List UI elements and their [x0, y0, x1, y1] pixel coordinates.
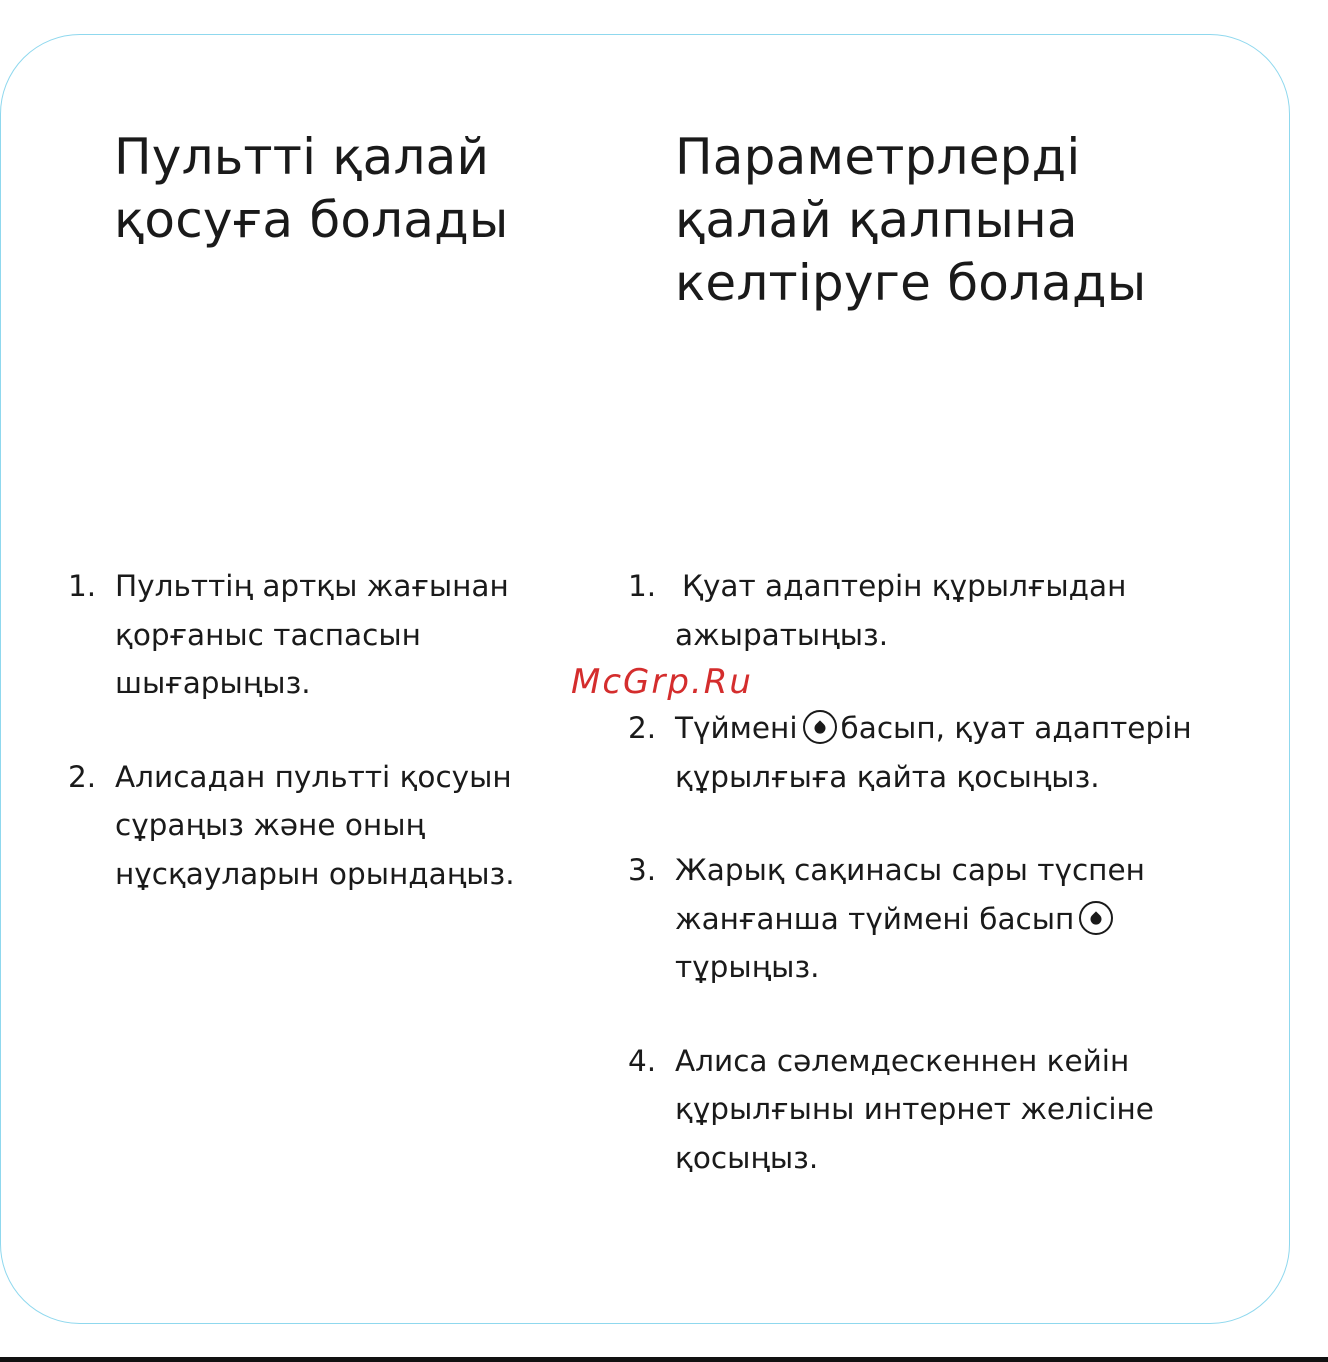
- step-text-line: Пульттің артқы жағынан: [115, 569, 509, 603]
- heading-connect-remote: [114, 126, 509, 252]
- heading-line: Параметрлерді: [675, 128, 1081, 186]
- step-number: 4.: [628, 1043, 657, 1078]
- step-text-line: қорғаныс таспасын: [115, 617, 421, 652]
- step-text-line: ажыратыңыз.: [675, 617, 889, 652]
- step-text-line: Алисадан пультті қосуын: [115, 759, 512, 794]
- step-number: 1.: [68, 569, 97, 603]
- button-drop-icon: [1079, 901, 1113, 935]
- heading-line: қосуға болады: [114, 191, 509, 249]
- step-text: Түймені: [675, 711, 798, 745]
- step-number: 1.: [628, 569, 657, 603]
- step-text: жанғанша түймені басып: [675, 901, 1075, 936]
- step-text-line: [675, 895, 1268, 944]
- step-text-line: нұсқауларын орындаңыз.: [115, 856, 515, 891]
- heading-line: қалай қалпына: [675, 191, 1078, 249]
- watermark: McGrp.Ru: [571, 662, 753, 702]
- list-item: [628, 704, 1268, 801]
- step-text-line: [675, 704, 1268, 753]
- bottom-divider: [0, 1357, 1328, 1362]
- step-text-line: қосыңыз.: [675, 1140, 819, 1175]
- step-text-line: Алиса сәлемдескеннен кейін: [675, 1043, 1130, 1078]
- step-text-line: сұраңыз және оның: [115, 808, 425, 842]
- step-text-line: шығарыңыз.: [115, 666, 311, 700]
- list-item: [68, 562, 588, 708]
- step-number: 2.: [628, 711, 657, 745]
- step-text: басып, қуат адаптерін: [840, 711, 1192, 745]
- connect-steps-list: [68, 562, 588, 943]
- step-text-line: құрылғыға қайта қосыңыз.: [675, 759, 1100, 794]
- heading-line: келтіруге болады: [675, 254, 1147, 312]
- list-item: [628, 1037, 1268, 1183]
- step-text-line: Жарық сақинасы сары түспен: [675, 853, 1145, 887]
- list-item: [628, 562, 1268, 659]
- list-item: [68, 753, 588, 899]
- list-item: [628, 846, 1268, 992]
- step-number: 2.: [68, 759, 97, 794]
- heading-reset-settings: [675, 126, 1146, 315]
- step-text-line: құрылғыны интернет желісіне: [675, 1092, 1154, 1126]
- step-number: 3.: [628, 853, 657, 887]
- button-drop-icon: [803, 710, 837, 744]
- step-text-line: тұрыңыз.: [675, 950, 820, 984]
- heading-line: Пультті қалай: [114, 128, 490, 186]
- step-text-line: Қуат адаптерін құрылғыдан: [682, 569, 1127, 603]
